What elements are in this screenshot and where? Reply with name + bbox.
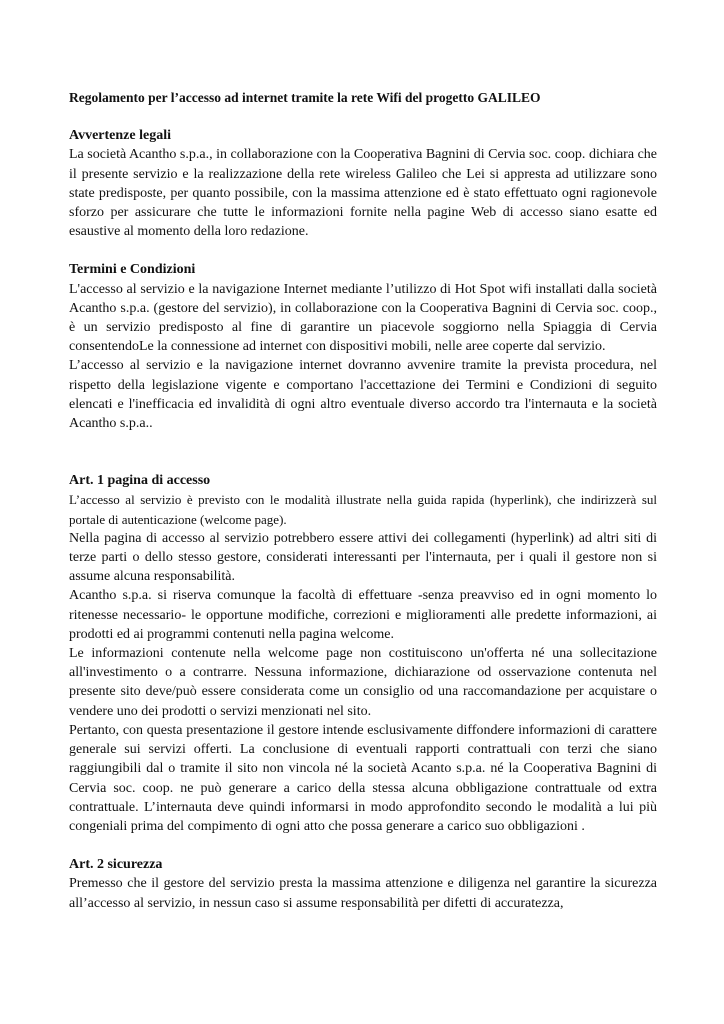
section-termini-e-condizioni <box>69 260 657 433</box>
section-art-2-sicurezza <box>69 855 657 913</box>
spacer <box>69 836 657 855</box>
paragraph: L’accesso al servizio è previsto con le modalità illustrate nella guida rapida (hyperlink), che indirizzerà sul portale di autenticazione (welcome page). <box>69 492 657 527</box>
paragraph: La società Acantho s.p.a., in collaborazione con la Cooperativa Bagnini di Cervia soc. coop. dichiara che il presente servizio e la realizzazione della rete wireless Galileo che Lei si appresta ad utilizzare sono state predisposte, per quanto possibile, con la massima attenzione ed è stato effettuato ogni ragionevole sforzo per assicurare che tutte le informazioni fornite nella pagine Web di accesso siano esatte ed esaustive al momento della loro redazione. <box>69 147 657 240</box>
paragraph: Pertanto, con questa presentazione il gestore intende esclusivamente diffondere informazioni di carattere generale sui servizi offerti. La conclusione di eventuali rapporti contrattuali con terzi che siano raggiungibili dal o tramite il sito non vincola né la società Acanto s.p.a. né la Cooperativa Bagnini di Cervia soc. coop. ne può generare a carico della stessa alcuna obbligazione contrattuale od extra contrattuale. L’internauta deve quindi informarsi in modo approfondito secondo le modalità a lui più congeniali prima del compimento di ogni atto che possa generare a carico suo obbligazioni . <box>69 722 657 834</box>
section-art-1-pagina-di-accesso <box>69 471 657 836</box>
paragraph: Premesso che il gestore del servizio presta la massima attenzione e diligenza nel garantire la sicurezza all’accesso al servizio, in nessun caso si assume responsabilità per difetti di accuratezza, <box>69 876 657 911</box>
paragraph: Nella pagina di accesso al servizio potrebbero essere attivi dei collegamenti (hyperlink) ad altri siti di terze parti o dello stesso gestore, considerati interessanti per l'internauta, per i quali il gestore non si assume alcuna responsabilità. <box>69 530 657 585</box>
spacer <box>69 107 657 126</box>
document-title: Regolamento per l’accesso ad internet tramite la rete Wifi del progetto GALILEO <box>69 90 541 105</box>
paragraph: L’accesso al servizio e la navigazione internet dovranno avvenire tramite la prevista procedura, nel rispetto della legislazione vigente e comportano l'accettazione dei Termini e Condizioni di seguito elencati e l'inefficacia ed invalidità di ogni altro eventuale diverso accordo tra l'internauta e la società Acantho s.p.a.. <box>69 358 657 432</box>
paragraph: Acantho s.p.a. si riserva comunque la facoltà di effettuare -senza preavviso ed in ogni momento lo ritenesse necessario- le opportune modifiche, correzioni e miglioramenti alle predette informazioni, ai prodotti ed ai programmi contenuti nella pagina welcome. <box>69 588 657 642</box>
spacer <box>69 433 657 471</box>
spacer <box>69 241 657 260</box>
document-page <box>69 88 657 913</box>
section-heading: Art. 2 sicurezza <box>69 857 163 873</box>
section-heading: Art. 1 pagina di accesso <box>69 473 211 489</box>
paragraph: Le informazioni contenute nella welcome page non costituiscono un'offerta né una sollecitazione all'investimento o a contrarre. Nessuna informazione, dichiarazione od osservazione contenuta nel presente sito deve/può essere considerata come un consiglio od una raccomandazione per acquistare o vendere uno dei prodotti o servizi menzionati nel sito. <box>69 646 657 719</box>
section-avvertenze-legali <box>69 126 657 241</box>
section-heading: Avvertenze legali <box>69 128 171 144</box>
paragraph: L'accesso al servizio e la navigazione Internet mediante l’utilizzo di Hot Spot wifi installati dalla società Acantho s.p.a. (gestore del servizio), in collaborazione con la Cooperativa Bagnini di Cervia soc. coop., è un servizio predisposto al fine di garantire un piacevole soggiorno nella Spiaggia di Cervia consentendoLe la connessione ad internet con dispositivi mobili, nelle aree coperte dal servizio. <box>69 281 657 355</box>
section-heading: Termini e Condizioni <box>69 262 196 278</box>
